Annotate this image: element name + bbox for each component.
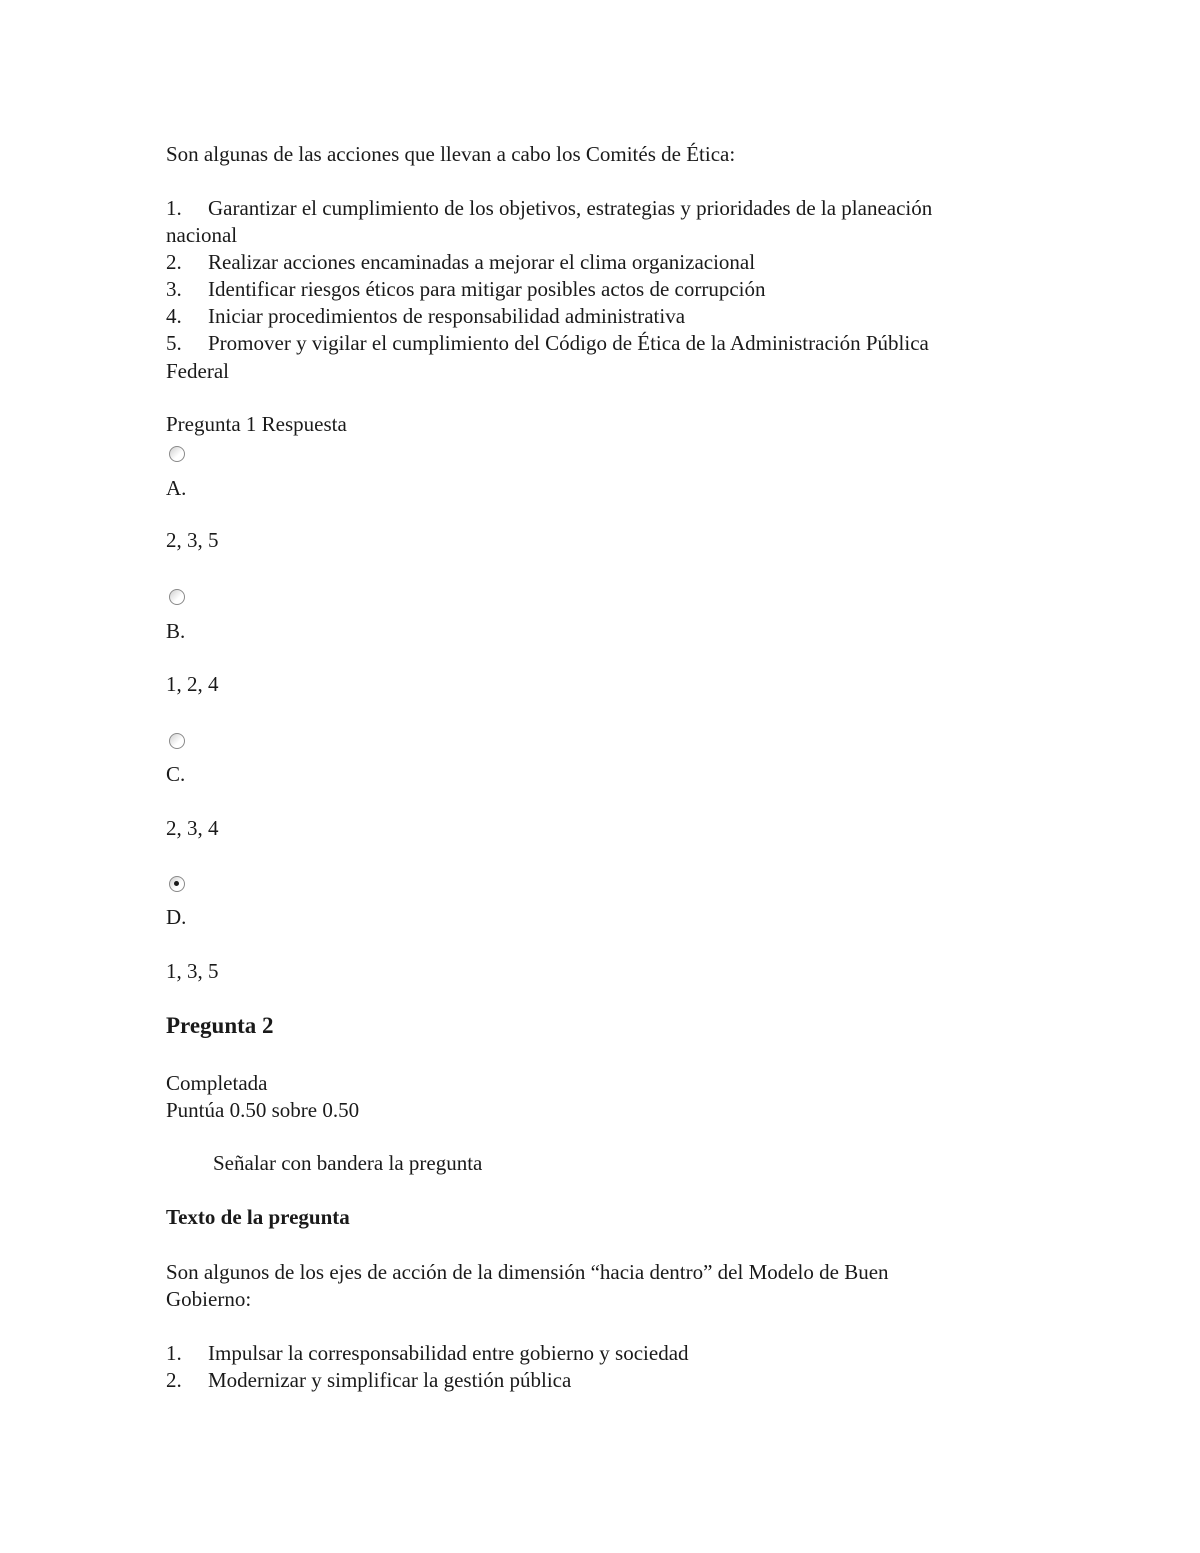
list-item-text: Impulsar la corresponsabilidad entre gobierno y sociedad (208, 1341, 689, 1365)
list-item-text: Modernizar y simplificar la gestión pública (208, 1368, 572, 1392)
question2-title: Pregunta 2 (166, 1013, 274, 1038)
option-c-radio[interactable] (169, 733, 185, 749)
option-a-value: 2, 3, 5 (166, 528, 219, 552)
option-d-letter: D. (166, 905, 187, 929)
list-item-text: Identificar riesgos éticos para mitigar posibles actos de corrupción (208, 277, 766, 301)
list-item-number: 2. (166, 250, 182, 274)
list-item-text: Garantizar el cumplimiento de los objetivos, estrategias y prioridades de la planeación (208, 196, 933, 220)
option-a-letter: A. (166, 476, 187, 500)
question2-score: Puntúa 0.50 sobre 0.50 (166, 1098, 360, 1122)
list-item (166, 330, 929, 357)
option-c-value: 2, 3, 4 (166, 816, 219, 840)
list-item-text: Realizar acciones encaminadas a mejorar el clima organizacional (208, 250, 756, 274)
list-item-number: 3. (166, 277, 182, 301)
question1-prompt: Son algunas de las acciones que llevan a cabo los Comités de Ética: (166, 142, 736, 166)
option-d-value: 1, 3, 5 (166, 959, 219, 983)
list-item (166, 303, 685, 330)
list-item (166, 195, 932, 222)
option-d-radio[interactable] (169, 876, 185, 892)
question2-status: Completada (166, 1071, 268, 1095)
list-item-continuation: Federal (166, 359, 229, 383)
answer-label: Pregunta 1 Respuesta (166, 412, 347, 436)
option-c-letter: C. (166, 762, 186, 786)
option-b-letter: B. (166, 619, 186, 643)
option-b-value: 1, 2, 4 (166, 672, 219, 696)
question-text-heading: Texto de la pregunta (166, 1205, 350, 1229)
list-item-continuation: nacional (166, 223, 238, 247)
list-item-number: 2. (166, 1368, 182, 1392)
option-b-radio[interactable] (169, 589, 185, 605)
question2-prompt-line1: Son algunos de los ejes de acción de la dimensión “hacia dentro” del Modelo de Buen (166, 1260, 889, 1284)
option-a-radio[interactable] (169, 446, 185, 462)
list-item-number: 1. (166, 196, 182, 220)
list-item-text: Promover y vigilar el cumplimiento del Código de Ética de la Administración Pública (208, 331, 929, 355)
flag-question-link[interactable]: Señalar con bandera la pregunta (213, 1151, 483, 1175)
list-item (166, 1340, 689, 1367)
question2-prompt-line2: Gobierno: (166, 1287, 252, 1311)
list-item-number: 1. (166, 1341, 182, 1365)
list-item (166, 249, 755, 276)
list-item (166, 276, 765, 303)
list-item (166, 1367, 571, 1394)
list-item-number: 5. (166, 331, 182, 355)
list-item-text: Iniciar procedimientos de responsabilidad administrativa (208, 304, 686, 328)
list-item-number: 4. (166, 304, 182, 328)
